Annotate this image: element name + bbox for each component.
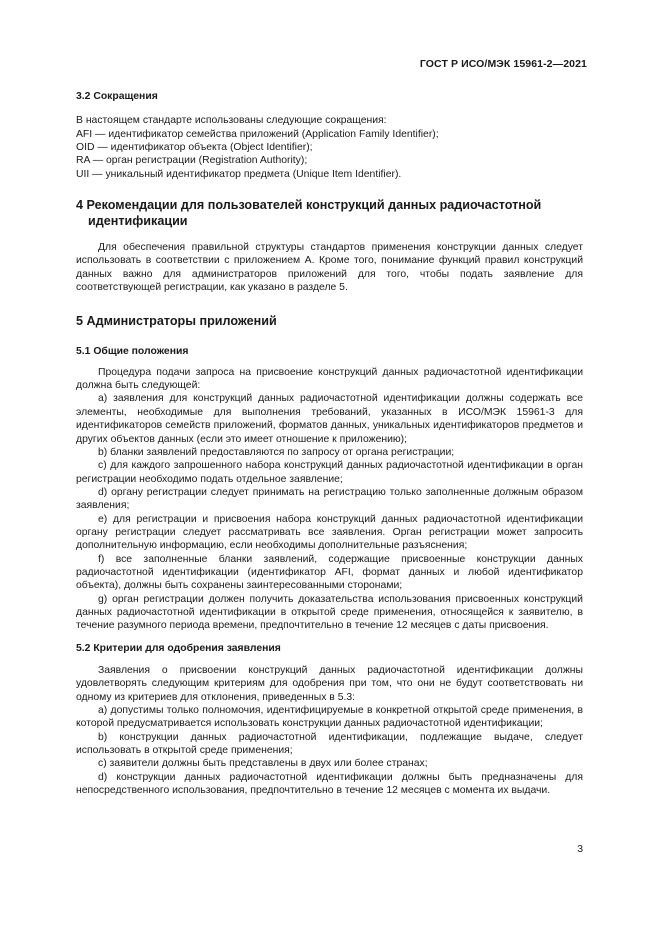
section-5-2-list <box>76 704 583 797</box>
abbreviation-ra: RA — орган регистрации (Registration Authority); <box>76 155 308 167</box>
section-5-2-item-d: d) конструкции данных радиочастотной идентификации должны быть предназначены для непосредственного использования, предпочтительно в течение 12 месяцев с момента их выдачи. <box>76 771 583 797</box>
section-5-1-item-d: d) органу регистрации следует принимать на регистрацию только заполненные должным образом заявления; <box>76 486 583 512</box>
document-body <box>76 90 583 797</box>
document-header-id: ГОСТ Р ИСО/МЭК 15961-2—2021 <box>419 58 587 70</box>
section-5-heading: 5 Администраторы приложений <box>76 314 277 329</box>
section-5-1-item-f: f) все заполненные бланки заявлений, содержащие присвоенные конструкции данных радиочастотной идентификации (идентификатор AFI, формат данных и любой идентификатор объекта), должны быть сохранены заинтересованными сторонами; <box>76 553 583 592</box>
section-5-1-list <box>76 392 583 632</box>
abbreviation-afi: AFI — идентификатор семейства приложений (Application Family Identifier); <box>76 128 439 140</box>
abbreviation-uii: UII — уникальный идентификатор предмета (Unique Item Identifier). <box>76 168 402 180</box>
section-4-heading <box>76 197 583 229</box>
section-4-heading-line-2: идентификации <box>88 214 188 229</box>
section-5-1-item-c: c) для каждого запрошенного набора конструкций данных радиочастотной идентификации в орган регистрации необходимо подать отдельное заявление; <box>76 460 583 485</box>
section-5-2-item-a: a) допустимы только полномочия, идентифицируемые в конкретной открытой среде применения, в которой предусматривается использовать конструкции данных радиочастотной идентификации; <box>76 705 583 730</box>
section-3-2-heading: 3.2 Сокращения <box>76 91 158 102</box>
section-5-2-item-b: b) конструкции данных радиочастотной идентификации, подлежащие выдаче, следует использовать в открытой среде применения; <box>76 731 583 757</box>
section-5-2-item-c: c) заявители должны быть представлены в двух или более странах; <box>98 758 428 770</box>
section-5-2-heading: 5.2 Критерии для одобрения заявления <box>76 642 281 654</box>
section-5-1-item-a: а) заявления для конструкций данных радиочастотной идентификации должны содержать все элементы, необходимые для выполнения требований, указанных в ИСО/МЭК 15961-3 для идентификаторов семейств приложений, форматов данных, уникальных идентификаторов предметов и других объектов данных (если это имеет отношение к приложению); <box>76 393 583 445</box>
section-5-1-intro: Процедура подачи запроса на присвоение конструкций данных радиочастотной идентификации должна быть следующей: <box>76 366 583 392</box>
section-4-paragraph: Для обеспечения правильной структуры стандартов применения конструкции данных следует использовать в соответствии с приложением А. Кроме того, понимание функций правил конструкций данных важно для администраторов приложений для того, чтобы подать заявление для соответствующей регистрации, как указано в разделе 5. <box>76 242 583 294</box>
section-5-1-item-b: b) бланки заявлений предоставляются по запросу от органа регистрации; <box>98 446 455 458</box>
section-5-1-heading: 5.1 Общие положения <box>76 346 189 358</box>
section-5-2-intro: Заявления о присвоении конструкций данных радиочастотной идентификации должны удовлетворять следующим критериям для одобрения при том, что они не будут соответствовать ни одному из критериев для отклонения, приведенных в 5.3: <box>76 665 583 703</box>
page-number: 3 <box>577 844 583 855</box>
abbreviations-intro: В настоящем стандарте использованы следующие сокращения: <box>76 115 387 127</box>
section-4-heading-line-1: 4 Рекомендации для пользователей конструкций данных радиочастотной <box>76 198 542 213</box>
section-5-1-item-e: e) для регистрации и присвоения набора конструкций данных радиочастотной идентификации органу регистрации следует рассматривать все заявления. Орган регистрации может запросить дополнительную информацию, если необходимы дополнительные разъяснения; <box>76 513 583 552</box>
abbreviation-oid: OID — идентификатор объекта (Object Identifier); <box>76 142 313 154</box>
section-5-1-item-g: g) орган регистрации должен получить доказательства использования присвоенных конструкций данных радиочастотной идентификации в открытой среде применения, относящейся к заявителю, в течение разумного периода времени, предпочтительно в течение 12 месяцев с даты присвоения. <box>76 593 583 632</box>
abbreviations-list <box>76 114 583 181</box>
